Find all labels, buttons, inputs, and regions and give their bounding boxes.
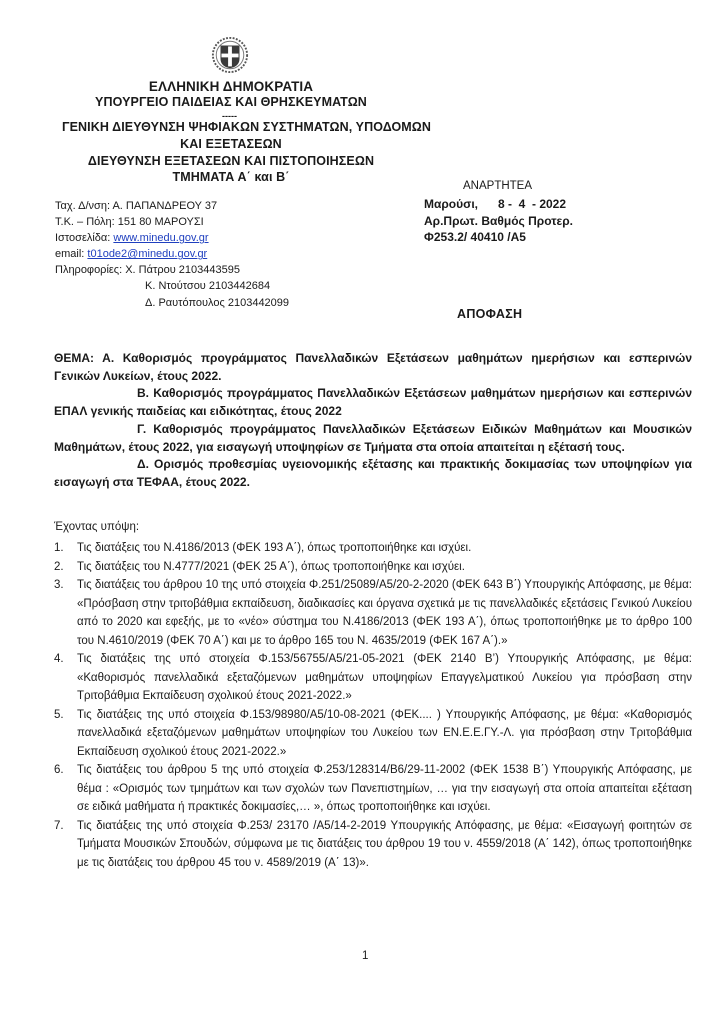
info-contact-3: Δ. Ραυτόπουλος 2103442099	[145, 296, 290, 309]
list-item-number: 2.	[54, 560, 64, 573]
directorate-heading: ΔΙΕΥΘΥΝΣΗ ΕΞΕΤΑΣΕΩΝ ΚΑΙ ΠΙΣΤΟΠΟΙΗΣΕΩΝ	[87, 154, 375, 168]
email-label: email:	[55, 248, 88, 261]
post-notice: ΑΝΑΡΤΗΤΕΑ	[463, 180, 533, 192]
list-item	[54, 650, 692, 706]
list-item-number: 4.	[54, 653, 64, 665]
list-item-text: Τις διατάξεις της υπό στοιχεία Φ.153/56755/Α5/21-05-2021 (ΦΕΚ 2140 Β’) Υπουργικής Απόφασης, με θέμα: «Καθορισμός πανελλαδικά εξεταζόμενων μαθημάτων υποψηφίων Επαγγελματικού Λυκείου για πρόσβαση στην Τριτοβάθμια Εκπαίδευση σχολικού έτους 2021-2022.»	[77, 653, 692, 702]
subject-a: ΘΕΜΑ: Α. Καθορισμός προγράμματος Πανελλαδικών Εξετάσεων μαθημάτων ημερήσιων και εσπερινών Γενικών Λυκείων, έτους 2022.	[54, 351, 692, 383]
departments-heading: ΤΜΗΜΑΤΑ Α΄ και Β΄	[172, 170, 290, 184]
list-item-number: 6.	[54, 764, 64, 776]
general-directorate-line1: ΓΕΝΙΚΗ ΔΙΕΥΘΥΝΣΗ ΨΗΦΙΑΚΩΝ ΣΥΣΤΗΜΑΤΩΝ, ΥΠΟΔΟΜΩΝ	[62, 120, 432, 134]
page-number: 1	[362, 950, 369, 962]
city-label: Τ.Κ. – Πόλη:	[55, 216, 118, 229]
list-item	[54, 558, 692, 577]
list-item-text: Τις διατάξεις του άρθρου 10 της υπό στοιχεία Φ.251/25089/Α5/20-2-2020 (ΦΕΚ 643 Β΄) Υπουργικής Απόφασης, με θέμα: «Πρόσβαση στην τριτοβάθμια εκπαίδευση, διαδικασίες και όργανα σχετικά με τις πανελλαδικές εξετάσεις Γενικού Λυκείου από το 2020 και εφεξής, με το «νέο» σύστημα του Ν.4186/2013 (ΦΕΚ 193 Α΄), όπως τροποποιήθηκε με το άρθρο 100 του Ν.4610/2019 (ΦΕΚ 70 Α΄) και με το άρθρο 165 του Ν. 4635/2019 (ΦΕΚ 167 Α΄).»	[77, 579, 692, 647]
subject-b: Β. Καθορισμός προγράμματος Πανελλαδικών Εξετάσεων μαθημάτων ημερήσιων και εσπερινών ΕΠΑΛ γενικής παιδείας και ειδικότητας, έτους 2022	[54, 386, 692, 419]
list-item-text: Τις διατάξεις του άρθρου 5 της υπό στοιχεία Φ.253/128314/Β6/29-11-2002 (ΦΕΚ 1538 Β΄) Υπουργικής Απόφασης, με θέμα : «Ορισμός των τμημάτων και των σχολών των Πανεπιστημίων, … για την εισαγωγή στα οποία απαιτείται εξέταση σε ειδικά μαθήματα ή πρακτικές δοκιμασίες,… », όπως τροποποιήθηκε και ισχύει.	[77, 764, 692, 813]
document-meta	[424, 196, 573, 246]
list-item-text: Τις διατάξεις της υπό στοιχεία Φ.153/98980/Α5/10-08-2021 (ΦΕΚ.... ) Υπουργικής Απόφασης, με θέμα: «Καθορισμός πανελλαδικά εξεταζόμενων μαθημάτων υποψηφίων του Λυκείου των ΕΝ.Ε.Ε.ΓΥ.-Λ. για πρόσβαση στην Τριτοβάθμια Εκπαίδευση σχολικού έτους 2021-2022.»	[77, 708, 692, 758]
list-item-text: Τις διατάξεις της υπό στοιχεία Φ.253/ 23170 /Α5/14-2-2019 Υπουργικής Απόφασης, με θέμα: «Εισαγωγή φοιτητών σε Τμήματα Μουσικών Σπουδών, σύμφωνα με τις διατάξεις του άρθρου 19 του ν. 4559/2018 (Α΄ 142), όπως τροποποιήθηκε με τις διατάξεις του άρθρου 45 του ν. 4589/2019 (Α΄ 13)».	[77, 819, 692, 869]
list-item	[54, 576, 692, 650]
ministry-heading: ΥΠΟΥΡΓΕΙΟ ΠΑΙΔΕΙΑΣ ΚΑΙ ΘΡΗΣΚΕΥΜΑΤΩΝ	[95, 95, 367, 109]
address-label: Ταχ. Δ/νση:	[55, 200, 113, 212]
address-value: Α. ΠΑΠΑΝΔΡΕΟΥ 37	[112, 200, 218, 212]
info-row	[55, 262, 289, 278]
protocol-label: Αρ.Πρωτ. Βαθμός Προτερ.	[424, 213, 574, 228]
greek-coat-of-arms-icon	[211, 36, 249, 74]
list-item-number: 3.	[54, 579, 64, 591]
considering-list	[54, 539, 692, 872]
considering-intro: Έχοντας υπόψη:	[54, 521, 140, 533]
email-link[interactable]: t01ode2@minedu.gov.gr	[87, 248, 208, 261]
website-link[interactable]: www.minedu.gov.gr	[113, 232, 209, 245]
republic-heading: ΕΛΛΗΝΙΚΗ ΔΗΜΟΚΡΑΤΙΑ	[148, 79, 314, 94]
website-row	[55, 230, 289, 246]
list-item	[54, 539, 692, 558]
city-row	[55, 214, 289, 230]
document-type-heading: ΑΠΟΦΑΣΗ	[457, 307, 523, 321]
general-directorate-line2: ΚΑΙ ΕΞΕΤΑΣΕΩΝ	[180, 137, 282, 151]
header-separator: -----	[222, 111, 237, 121]
list-item-number: 5.	[54, 708, 64, 721]
list-item-text: Τις διατάξεις του Ν.4186/2013 (ΦΕΚ 193 Α΄), όπως τροποποιήθηκε και ισχύει.	[77, 542, 472, 554]
city-value: 151 80 ΜΑΡΟΥΣΙ	[117, 216, 204, 229]
address-row	[55, 198, 289, 214]
list-item	[54, 761, 692, 817]
list-item	[54, 706, 692, 762]
email-row	[55, 246, 289, 262]
contact-block	[55, 198, 289, 311]
info-contact-2: Κ. Ντούτσου 2103442684	[145, 280, 271, 293]
list-item-text: Τις διατάξεις του Ν.4777/2021 (ΦΕΚ 25 Α΄), όπως τροποποιήθηκε και ισχύει.	[77, 560, 465, 573]
list-item-number: 1.	[54, 542, 64, 554]
list-item	[54, 817, 692, 873]
place-date: Μαρούσι, 8 - 4 - 2022	[424, 197, 567, 211]
protocol-number: Φ253.2/ 40410 /Α5	[424, 230, 526, 244]
list-item-number: 7.	[54, 819, 64, 832]
info-label: Πληροφορίες:	[55, 264, 126, 277]
website-label: Ιστοσελίδα:	[55, 232, 114, 245]
info-contact-1: Χ. Πάτρου 2103443595	[125, 264, 240, 277]
subject-d: Δ. Ορισμός προθεσμίας υγειονομικής εξέτασης και πρακτικής δοκιμασίας των υποψηφίων για εισαγωγή στα ΤΕΦΑΑ, έτους 2022.	[54, 457, 692, 489]
subject-block	[54, 350, 692, 492]
subject-c: Γ. Καθορισμός προγράμματος Πανελλαδικών Εξετάσεων Ειδικών Μαθημάτων και Μουσικών Μαθημάτων, έτους 2022, για εισαγωγή υποψηφίων σε Τμήματα στα οποία απαιτείται η εξέτασή τους.	[54, 421, 692, 454]
